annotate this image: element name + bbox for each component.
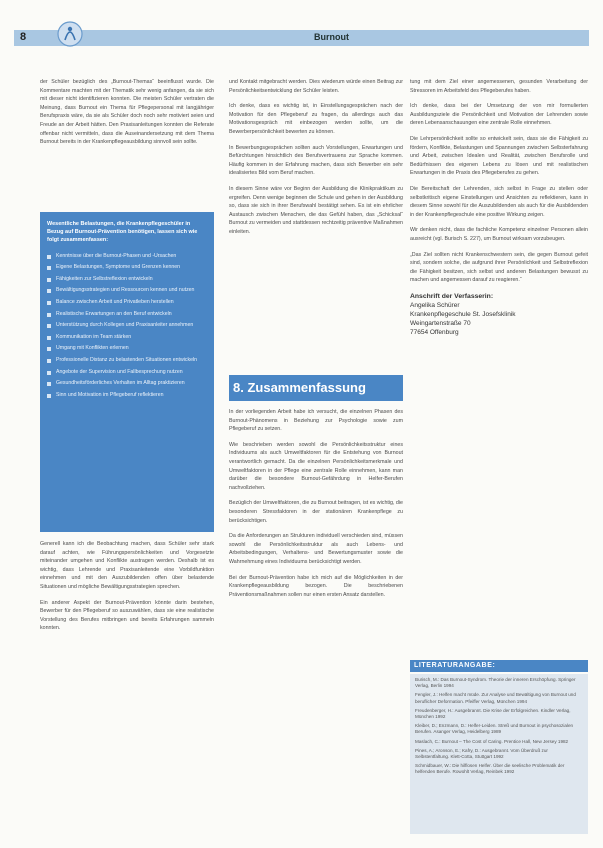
column-3 — [410, 78, 588, 337]
column-2-bottom — [229, 408, 403, 606]
body-paragraph: Ein anderer Aspekt der Burnout-Prävention könnte darin bestehen, Bewerber für den Pflegeberuf so auszuwählen, dass sie eine realistische Vorstellung des Berufes mitbringen und bereits Erfahrungen sammeln konnten. — [40, 599, 214, 632]
address-label: Anschrift der Verfasserin: — [410, 292, 494, 300]
list-item: Kommunikation im Team stärken — [46, 334, 208, 342]
body-paragraph: Bei der Burnout-Prävention habe ich mich auf die Möglichkeiten in der Krankenpflegeausbildung bezogen. Die beschriebenen Präventionsmaßnahmen sollen nur einen ersten Ansatz darstellen. — [229, 574, 403, 598]
list-item: Professionelle Distanz zu belastenden Situationen entwickeln — [46, 357, 208, 365]
literature-entry: Maslach, C.: Burnout – The Cost of Caring. Prentice Hall, New Jersey 1982 — [415, 738, 569, 744]
list-item: Bewältigungsstrategien und Ressourcen kennen und nutzen — [46, 287, 208, 295]
literature-entry: Kleiber, D.; Enzmann, D.: Helfer-Leiden. Streß und Burnout in psychosozialen Berufen. Asanger Verlag, Heidelberg 1989 — [415, 723, 574, 735]
list-item: Angebote der Supervision und Fallbesprechung nutzen — [46, 369, 208, 377]
journal-logo-icon — [56, 20, 84, 48]
body-paragraph: tung mit dem Ziel einer angemessenen, gesunden Verarbeitung der Stressoren im Arbeitsfeld des Pflegeberufes haben. — [410, 79, 588, 94]
list-item: Realistische Erwartungen an den Beruf entwickeln — [46, 311, 208, 319]
body-paragraph: Wie beschrieben werden sowohl die Persönlichkeitsstruktur eines Individuums als auch Umweltfaktoren für die Entstehung von Burnout verantwortlich gemacht. Da die einzelnen Persönlichkeitsmerkmale und Umweltfaktoren in der Pflege eine zentrale Rolle einnehmen, kann man darüber die besondere Burnout-Gefährdung in Helfer-Berufen nachvollziehen. — [229, 441, 403, 491]
body-paragraph: Wir denken nicht, dass die fachliche Kompetenz einzelner Personen allein ausreicht (vgl. Burisch S. 227), um Burnout wirksam vorzubeugen. — [410, 227, 588, 242]
list-item: Gesundheitsförderliches Verhalten im Alltag praktizieren — [46, 380, 208, 388]
author-address — [410, 292, 588, 337]
body-paragraph: der Schüler bezüglich des „Burnout-Themas“ beeinflusst wurde. Die Kommentare machten mit der Thematik sehr wenig anfangen, da sie sich mit dieser nicht identifizieren konnten. Die meisten Schüler vertraten die Meinung, dass Burnout ein Thema für Pflegepersonal mit langjähriger Berufspraxis wäre, da sie als Schüler doch noch sehr motiviert seien und Freude an der Arbeit hätten. Den Praxisanleitungen konnten die Referate offenbar nicht vermitteln, dass die Auseinandersetzung mit dem Thema Burnout bereits in der Krankenpflegeausbildung sinnvoll sein sollte. — [40, 79, 214, 146]
literature-entry: Pines, A.; Aronson, E.; Kafry, D.: Ausgebrannt. Vom Überdruß zur Selbstentfaltung. Klett-Cotta, Stuttgart 1992 — [415, 747, 548, 760]
list-item: Umgang mit Konflikten erlernen — [46, 345, 208, 353]
section-heading-bar — [229, 375, 403, 401]
body-paragraph: Ich denke, dass es wichtig ist, in Einstellungsgesprächen nach der Motivation für den Pflegeberuf zu fragen, da allerdings auch das Motivationsgespräch mit einbezogen werden sollte, um die Bewerberpersönlichkeit bewerten zu können. — [229, 103, 403, 135]
body-paragraph: Die Bereitschaft der Lehrenden, sich selbst in Frage zu stellen oder selbstkritisch eigene Einstellungen und Ansichten zu reflektieren, kann in diesem Sinne sowohl für die Auszubildenden als auch für die Ausbildenden in der Krankenpflegeschule eine positive Wirkung zeigen. — [410, 185, 588, 218]
body-paragraph: Da die Anforderungen an Strukturen individuell verschieden sind, müssen sowohl die Persönlichkeitsstruktur als auch Lebens- und Arbeitsbedingungen, Verhaltens- und Bewertungsmuster sowie die Wahrnehmung eines Individuums berücksichtigt werden. — [229, 533, 403, 565]
list-item: Sinn und Motivation im Pflegeberuf reflektieren — [46, 392, 208, 400]
body-paragraph: Die Lehrpersönlichkeit sollte so entwickelt sein, dass sie die Fähigkeit zu fördern, Konflikte, Belastungen und Spannungen zwischen Selbsterfahrung und Arbeit, zwischen Idealen und Realität, zwischen Berufsrolle und Bedürfnissen des eigenen Lebens zu lösen und mit realistischen Erwartungen in die Praxis des Pflegeberufes zu gehen. — [410, 135, 588, 177]
literature-entry: Schmidbauer, W.: Die hilflosen Helfer. Über die seelische Problematik der helfenden Berufe. Rowohlt Verlag, Reinbek 1992 — [415, 763, 565, 775]
list-item: Eigene Belastungen, Symptome und Grenzen kennen — [46, 264, 208, 272]
literature-entry: Freudenberger, H.: Ausgebrannt. Die Krise der Erfolgreichen. Kindler Verlag, München 1992 — [415, 707, 571, 720]
column-2-top — [229, 78, 403, 244]
literature-title: LITERATURANGABE: — [414, 662, 496, 669]
body-paragraph: Ich denke, dass bei der Umsetzung der von mir formulierten Ausbildungsziele die Persönlichkeit und Motivation der Lehrenden sowie deren Lebensanschauungen eine zentrale Rolle einnehmen. — [410, 103, 588, 127]
page-header — [14, 30, 589, 46]
body-paragraph: In der vorliegenden Arbeit habe ich versucht, die einzelnen Phasen des Burnout-Phänomens in Beziehung zur Psychologie sowie zum Pflegeberuf zu setzen. — [229, 409, 403, 433]
key-points-list — [40, 253, 214, 400]
section-title: 8. Zusammenfassung — [233, 380, 366, 395]
literature-entry: Fengler, J.: Helfen macht müde. Zur Analyse und Bewältigung von Burnout und beruflicher Deformation. Pfeiffer Verlag, München 1994 — [415, 692, 576, 704]
address-line: Weingartenstraße 70 — [410, 319, 471, 327]
literature-heading-bar — [410, 660, 588, 672]
body-paragraph: In Bewerbungsgesprächen sollten auch Vorstellungen, Erwartungen und Befürchtungen hinsichtlich des Berufsvertrauens zur Sprache kommen. Häufig kommen in der Erfahrung machen, dass sich Bewerber ein sehr idealisiertes Bild vom Beruf machen. — [229, 144, 403, 177]
list-item: Balance zwischen Arbeit und Privatleben herstellen — [46, 299, 208, 307]
page-number: 8 — [20, 31, 27, 43]
address-line: 77654 Offenburg — [410, 328, 459, 336]
body-paragraph: Generell kann ich die Beobachtung machen, dass Schüler sehr stark darauf achten, wie Führungspersönlichkeiten und Vorgesetzte miteinander umgehen und Konflikte austragen werden. Deshalb ist es wichtig, dass Lehrende und Praxisanleitende eine Vorbildfunktion einnehmen und mit den Auszubildenden offen über belastende Situationen und mögliche Bewältigungsstrategien sprechen. — [40, 541, 214, 590]
column-1-top — [40, 78, 214, 154]
list-item: Unterstützung durch Kollegen und Praxisanleiter annehmen — [46, 322, 208, 330]
column-1-bottom — [40, 540, 214, 640]
body-paragraph: und Kontakt mitgebracht werden. Dies wiederum würde einen Beitrag zur Persönlichkeitsentwicklung der Schüler leisten. — [229, 79, 403, 94]
key-points-intro: Wesentliche Belastungen, die Krankenpflegeschüler in Bezug auf Burnout-Prävention benötigen, lassen sich wie folgt zusammenfassen: — [47, 221, 198, 244]
literature-list — [410, 674, 588, 834]
key-points-box — [40, 212, 214, 532]
address-line: Krankenpflegeschule St. Josefsklinik — [410, 310, 516, 318]
body-paragraph: Bezüglich der Umweltfaktoren, die zu Burnout beitragen, ist es wichtig, die besonderen Stressfaktoren in der stationären Krankenpflege zu berücksichtigen. — [229, 500, 404, 524]
address-line: Angelika Schürer — [410, 301, 460, 309]
running-title: Burnout — [314, 32, 349, 42]
list-item: Kenntnisse über die Burnout-Phasen und -Ursachen — [46, 253, 208, 261]
quote-paragraph: „Das Ziel sollten nicht Krankenschwestern sein, die gegen Burnout gefeit sind, sondern solche, die aufgrund ihrer Persönlichkeit und Selbstreflexion die Fähigkeit besitzen, sich selbst und anderen Belastungen bewusst zu machen und angemessen darauf zu reagieren.“ — [410, 251, 588, 284]
body-paragraph: In diesem Sinne wäre vor Beginn der Ausbildung die Klinikpraktikum zu ergreifen. Denn wenige beginnen die Schule und gehen in der Ausbildung so, dass sie sich in ihrer Berufswahl bestätigt sehen. Es ist ein ehrlicher Austausch zwischen Menschen, die das Gefühl haben, das „Schicksal“ Burnout zu vermeiden und stattdessen rechtzeitig präventive Maßnahmen einleiten. — [229, 185, 403, 235]
list-item: Fähigkeiten zur Selbstreflexion entwickeln — [46, 276, 208, 284]
literature-entry: Burisch, M.: Das Burnout-Syndrom. Theorie der inneren Erschöpfung. Springer Verlag, Berlin 1994 — [415, 677, 576, 689]
